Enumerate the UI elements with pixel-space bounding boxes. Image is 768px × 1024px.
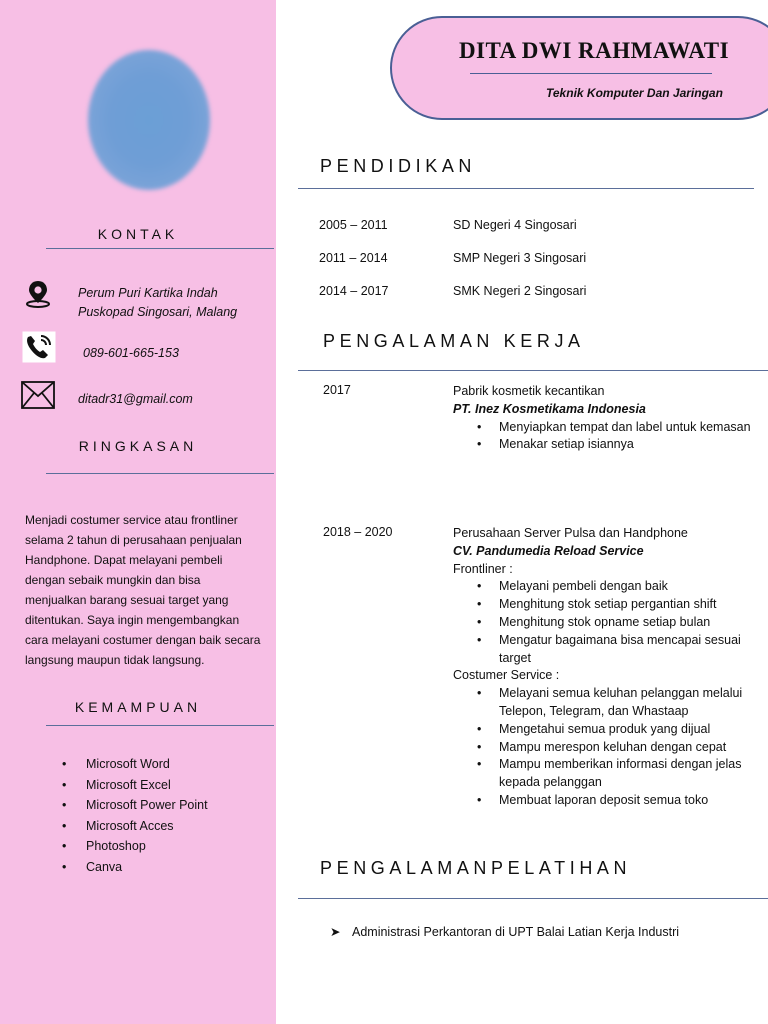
skill-item: • Microsoft Acces xyxy=(62,816,208,837)
job-task: • Menakar setiap isiannya xyxy=(453,436,753,454)
name-rule xyxy=(470,73,712,74)
training-rule xyxy=(298,898,768,899)
address-line-2: Puskopad Singosari, Malang xyxy=(78,305,238,319)
skills-rule xyxy=(46,725,274,726)
education-heading: PENDIDIKAN xyxy=(320,156,477,176)
education-years: 2011 – 2014 xyxy=(319,251,388,265)
education-years: 2005 – 2011 xyxy=(319,218,388,232)
job-task: • Mampu merespon keluhan dengan cepat xyxy=(453,739,753,757)
skill-item: • Microsoft Excel xyxy=(62,775,208,796)
job-task: • Menghitung stok setiap pergantian shift xyxy=(453,596,753,614)
job-role: Frontliner : xyxy=(453,561,513,576)
training-heading: PENGALAMANPELATIHAN xyxy=(320,858,632,878)
training-label: Administrasi Perkantoran di UPT Balai Latian Kerja Industri xyxy=(352,925,680,939)
arrowhead-bullet-icon: ➤ xyxy=(330,925,341,939)
job-task: • Melayani pembeli dengan baik xyxy=(453,578,753,596)
location-pin-icon xyxy=(24,279,52,309)
envelope-icon xyxy=(21,381,55,409)
education-school: SD Negeri 4 Singosari xyxy=(453,218,577,232)
job-entry xyxy=(453,525,753,810)
job-task: • Mengatur bagaimana bisa mencapai sesuai target xyxy=(453,632,753,668)
job-employer: Perusahaan Server Pulsa dan Handphone xyxy=(453,526,688,540)
profile-name: DITA DWI RAHMAWATI xyxy=(458,38,730,63)
job-task: • Menghitung stok opname setiap bulan xyxy=(453,614,753,632)
job-company: CV. Pandumedia Reload Service xyxy=(453,543,644,558)
job-role: Costumer Service : xyxy=(453,668,560,683)
skill-item: • Photoshop xyxy=(62,836,208,857)
job-task-list xyxy=(453,419,753,455)
job-task: • Melayani semua keluhan pelanggan melalui Telepon, Telegram, dan Whastaap xyxy=(453,685,753,721)
job-year: 2017 xyxy=(323,383,351,397)
job-year: 2018 – 2020 xyxy=(323,525,393,539)
job-company: PT. Inez Kosmetikama Indonesia xyxy=(453,401,646,416)
job-task-list xyxy=(453,685,753,810)
job-employer: Pabrik kosmetik kecantikan xyxy=(453,384,605,398)
contact-rule xyxy=(46,248,274,249)
email-address: ditadr31@gmail.com xyxy=(78,392,193,406)
job-entry xyxy=(453,383,753,454)
summary-rule xyxy=(46,473,274,474)
education-rule xyxy=(298,188,754,189)
profile-photo xyxy=(88,50,210,190)
name-banner xyxy=(390,16,768,120)
phone-icon xyxy=(22,331,56,363)
job-task: • Menyiapkan tempat dan label untuk kemasan xyxy=(453,419,753,437)
experience-rule xyxy=(298,370,768,371)
job-task: • Mengetahui semua produk yang dijual xyxy=(453,721,753,739)
summary-heading: RINGKASAN xyxy=(78,438,198,454)
skills-heading: KEMAMPUAN xyxy=(74,699,202,715)
education-years: 2014 – 2017 xyxy=(319,284,389,298)
job-task: • Membuat laporan deposit semua toko xyxy=(453,792,753,810)
phone-number: 089-601-665-153 xyxy=(83,346,179,360)
experience-heading: PENGALAMAN KERJA xyxy=(323,331,585,351)
education-school: SMK Negeri 2 Singosari xyxy=(453,284,587,298)
skills-list xyxy=(62,754,208,878)
contact-heading: KONTAK xyxy=(97,226,179,242)
skill-item: • Canva xyxy=(62,857,208,878)
address-line-1: Perum Puri Kartika Indah xyxy=(78,286,218,300)
summary-text: Menjadi costumer service atau frontliner selama 2 tahun di perusahaan penjualan Handphone. Dapat melayani pembeli dengan sebaik mungkin dan bisa menjualkan barang sesuai target yang ditentukan. Saya ingin mengembangkan cara melayani costumer dengan baik secara langsung maupun tidak langsung. xyxy=(25,513,261,667)
education-school: SMP Negeri 3 Singosari xyxy=(453,251,587,265)
training-item xyxy=(330,924,679,939)
job-task: • Mampu memberikan informasi dengan jelas kepada pelanggan xyxy=(453,756,753,792)
job-task-list xyxy=(453,578,753,667)
skill-item: • Microsoft Power Point xyxy=(62,795,208,816)
profile-role: Teknik Komputer Dan Jaringan xyxy=(546,86,723,100)
skill-item: • Microsoft Word xyxy=(62,754,208,775)
